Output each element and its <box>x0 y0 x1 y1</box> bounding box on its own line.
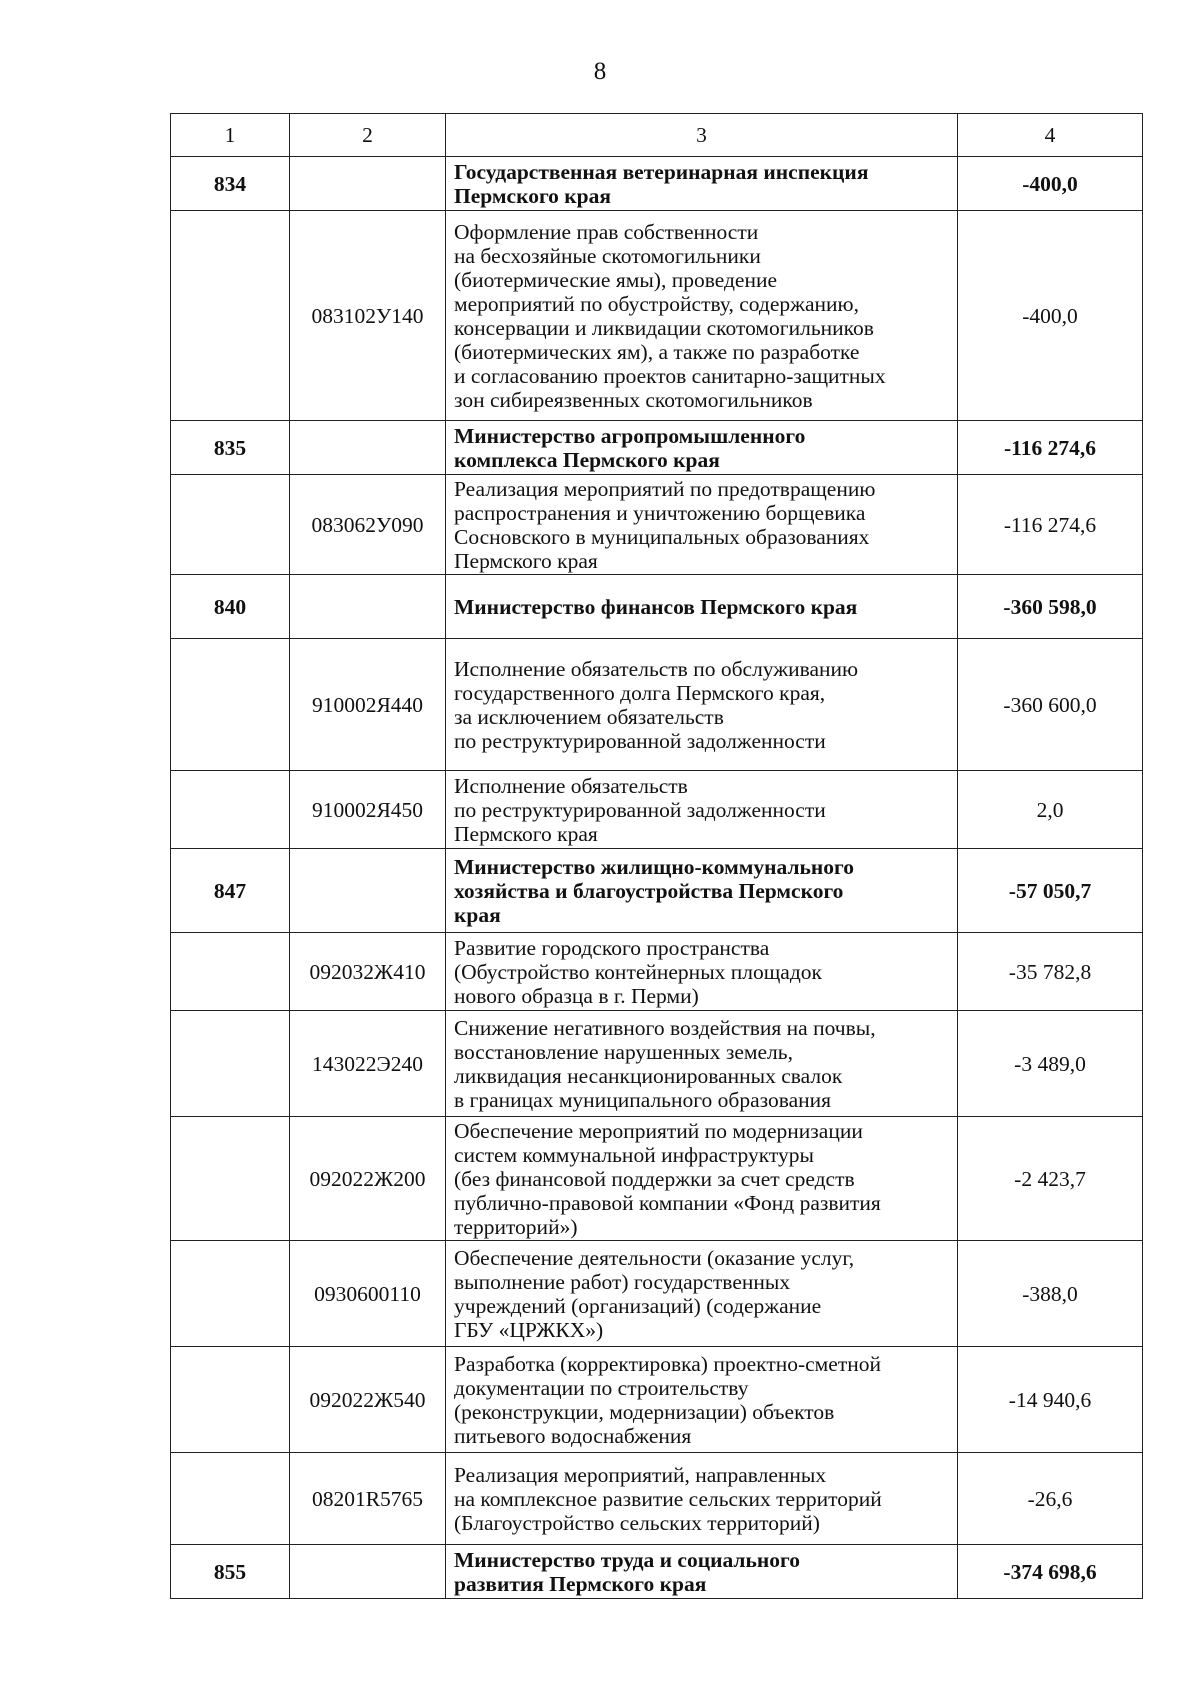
dept-code-cell: 847 <box>171 849 290 933</box>
dept-code-cell <box>171 639 290 771</box>
csr-code-cell: 143022Э240 <box>290 1011 446 1117</box>
table-row <box>171 933 1143 1011</box>
amount-cell: -400,0 <box>958 157 1143 211</box>
description-cell: Министерство жилищно-коммунального хозяйства и благоустройства Пермского края <box>446 849 958 933</box>
csr-code-cell: 08201R5765 <box>290 1453 446 1545</box>
amount-cell: -57 050,7 <box>958 849 1143 933</box>
csr-code-cell <box>290 849 446 933</box>
csr-code-cell: 092022Ж200 <box>290 1117 446 1241</box>
description-cell: Государственная ветеринарная инспекция Пермского края <box>446 157 958 211</box>
description-cell: Исполнение обязательств по реструктурированной задолженности Пермского края <box>446 771 958 849</box>
dept-code-cell <box>171 933 290 1011</box>
description-cell: Исполнение обязательств по обслуживанию государственного долга Пермского края, за исключением обязательств по реструктурированной задолженности <box>446 639 958 771</box>
amount-cell: -3 489,0 <box>958 1011 1143 1117</box>
dept-code-cell: 840 <box>171 575 290 639</box>
description-cell: Развитие городского пространства (Обустройство контейнерных площадок нового образца в г. Перми) <box>446 933 958 1011</box>
description-cell: Министерство агропромышленного комплекса Пермского края <box>446 421 958 475</box>
dept-code-cell <box>171 1117 290 1241</box>
csr-code-cell: 910002Я440 <box>290 639 446 771</box>
description-cell: Обеспечение деятельности (оказание услуг, выполнение работ) государственных учреждений (организаций) (содержание ГБУ «ЦРЖКХ») <box>446 1241 958 1347</box>
budget-table <box>170 113 1143 1599</box>
table-row <box>171 1453 1143 1545</box>
header-cell-1: 1 <box>171 114 290 157</box>
table-row <box>171 639 1143 771</box>
csr-code-cell: 092032Ж410 <box>290 933 446 1011</box>
dept-code-cell <box>171 1453 290 1545</box>
amount-cell: -360 600,0 <box>958 639 1143 771</box>
table-row <box>171 849 1143 933</box>
csr-code-cell <box>290 157 446 211</box>
table-row <box>171 1011 1143 1117</box>
description-cell: Министерство труда и социального развития Пермского края <box>446 1545 958 1599</box>
description-cell: Реализация мероприятий, направленных на комплексное развитие сельских территорий (Благоустройство сельских территорий) <box>446 1453 958 1545</box>
header-cell-4: 4 <box>958 114 1143 157</box>
csr-code-cell: 083062У090 <box>290 475 446 575</box>
csr-code-cell: 083102У140 <box>290 211 446 421</box>
dept-code-cell: 835 <box>171 421 290 475</box>
amount-cell: -360 598,0 <box>958 575 1143 639</box>
header-cell-3: 3 <box>446 114 958 157</box>
amount-cell: -400,0 <box>958 211 1143 421</box>
table-row <box>171 157 1143 211</box>
header-cell-2: 2 <box>290 114 446 157</box>
csr-code-cell: 0930600110 <box>290 1241 446 1347</box>
description-cell: Снижение негативного воздействия на почвы, восстановление нарушенных земель, ликвидация несанкционированных свалок в границах муниципального образования <box>446 1011 958 1117</box>
amount-cell: -116 274,6 <box>958 421 1143 475</box>
dept-code-cell <box>171 475 290 575</box>
amount-cell: -14 940,6 <box>958 1347 1143 1453</box>
table-row <box>171 1117 1143 1241</box>
description-cell: Оформление прав собственности на бесхозяйные скотомогильники (биотермические ямы), проведение мероприятий по обустройству, содержанию, консервации и ликвидации скотомогильников (биотермических ям), а также по разработке и согласованию проектов санитарно-защитных зон сибиреязвенных скотомогильников <box>446 211 958 421</box>
dept-code-cell <box>171 1241 290 1347</box>
table-row <box>171 575 1143 639</box>
table-row <box>171 421 1143 475</box>
description-cell: Министерство финансов Пермского края <box>446 575 958 639</box>
table-header-row <box>171 114 1143 157</box>
table-row <box>171 1347 1143 1453</box>
dept-code-cell: 834 <box>171 157 290 211</box>
dept-code-cell: 855 <box>171 1545 290 1599</box>
table-row <box>171 771 1143 849</box>
amount-cell: -374 698,6 <box>958 1545 1143 1599</box>
amount-cell: -35 782,8 <box>958 933 1143 1011</box>
table-row <box>171 475 1143 575</box>
description-cell: Обеспечение мероприятий по модернизации систем коммунальной инфраструктуры (без финансовой поддержки за счет средств публично-правовой компании «Фонд развития территорий») <box>446 1117 958 1241</box>
dept-code-cell <box>171 1011 290 1117</box>
dept-code-cell <box>171 211 290 421</box>
amount-cell: -2 423,7 <box>958 1117 1143 1241</box>
description-cell: Разработка (корректировка) проектно-сметной документации по строительству (реконструкции, модернизации) объектов питьевого водоснабжения <box>446 1347 958 1453</box>
amount-cell: -388,0 <box>958 1241 1143 1347</box>
csr-code-cell: 092022Ж540 <box>290 1347 446 1453</box>
csr-code-cell: 910002Я450 <box>290 771 446 849</box>
description-cell: Реализация мероприятий по предотвращению распространения и уничтожению борщевика Сосновского в муниципальных образованиях Пермского края <box>446 475 958 575</box>
csr-code-cell <box>290 1545 446 1599</box>
table-row <box>171 1545 1143 1599</box>
amount-cell: 2,0 <box>958 771 1143 849</box>
amount-cell: -116 274,6 <box>958 475 1143 575</box>
csr-code-cell <box>290 575 446 639</box>
csr-code-cell <box>290 421 446 475</box>
amount-cell: -26,6 <box>958 1453 1143 1545</box>
table-row <box>171 1241 1143 1347</box>
dept-code-cell <box>171 771 290 849</box>
table-row <box>171 211 1143 421</box>
page-number: 8 <box>593 58 607 85</box>
dept-code-cell <box>171 1347 290 1453</box>
